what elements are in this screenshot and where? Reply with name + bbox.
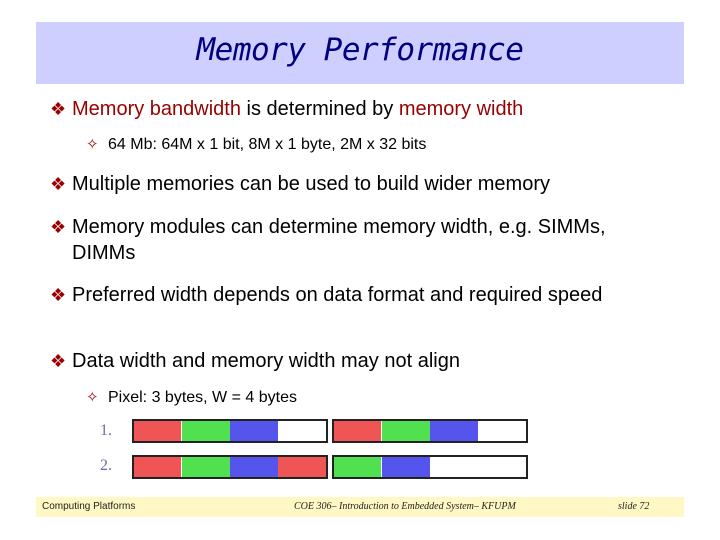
byte-cell xyxy=(278,457,326,477)
bullet-segment-highlight: memory width xyxy=(398,98,524,120)
subbullet-text: Pixel: 3 bytes, W = 4 bytes xyxy=(108,389,297,406)
example-label: 1. xyxy=(100,422,112,439)
byte-cell xyxy=(334,421,381,441)
byte-cell xyxy=(230,421,278,441)
byte-cell xyxy=(382,457,430,477)
byte-cell xyxy=(334,457,381,477)
byte-cell xyxy=(134,421,181,441)
byte-cell xyxy=(430,421,478,441)
title-band xyxy=(36,22,684,84)
byte-cell xyxy=(478,421,526,441)
example-row-1 xyxy=(132,419,532,443)
byte-cell xyxy=(230,457,278,477)
memory-word xyxy=(332,455,528,479)
subbullet-64mb xyxy=(86,134,720,156)
example-label: 2. xyxy=(100,457,112,474)
bullet-diamond-icon: ❖ xyxy=(50,99,67,119)
byte-cell xyxy=(278,421,326,441)
bullet-multiple-memories xyxy=(50,171,690,197)
bullet-memory-modules xyxy=(50,214,640,266)
footer-course-topic: Computing Platforms xyxy=(42,501,136,512)
byte-cell xyxy=(382,421,430,441)
memory-word xyxy=(132,419,328,443)
bullet-memory-bandwidth xyxy=(50,96,690,122)
bullet-diamond-icon: ❖ xyxy=(50,285,67,305)
subbullet-text: 64 Mb: 64M x 1 bit, 8M x 1 byte, 2M x 32 bits xyxy=(108,136,427,153)
bullet-diamond-icon: ❖ xyxy=(50,174,67,194)
bullet-text: Multiple memories can be used to build wider memory xyxy=(72,173,550,195)
footer-slide-number: slide 72 xyxy=(618,501,650,512)
bullet-text: Data width and memory width may not align xyxy=(72,350,460,372)
byte-cell xyxy=(134,457,181,477)
bullet-segment: is determined by xyxy=(240,98,399,120)
bullet-diamond-icon: ❖ xyxy=(50,351,67,371)
byte-cell xyxy=(430,457,478,477)
slide-footer xyxy=(36,497,684,517)
byte-cell xyxy=(182,421,230,441)
slide-title: Memory Performance xyxy=(196,32,524,68)
subbullet-star-icon: ✧ xyxy=(86,136,99,153)
bullet-preferred-width xyxy=(50,282,660,308)
byte-cell xyxy=(478,457,526,477)
memory-word xyxy=(332,419,528,443)
bullet-data-width xyxy=(50,348,690,374)
subbullet-pixel xyxy=(86,387,720,409)
bullet-text: Memory modules can determine memory width, e.g. SIMMs, DIMMs xyxy=(72,216,606,264)
footer-course-title: COE 306– Introduction to Embedded System– KFUPM xyxy=(294,501,516,512)
bullet-diamond-icon: ❖ xyxy=(50,217,67,237)
subbullet-star-icon: ✧ xyxy=(86,389,99,406)
example-row-2 xyxy=(132,455,532,479)
memory-word xyxy=(132,455,328,479)
byte-cell xyxy=(182,457,230,477)
bullet-segment-highlight: Memory bandwidth xyxy=(72,98,241,120)
bullet-text: Preferred width depends on data format and required speed xyxy=(72,284,603,306)
